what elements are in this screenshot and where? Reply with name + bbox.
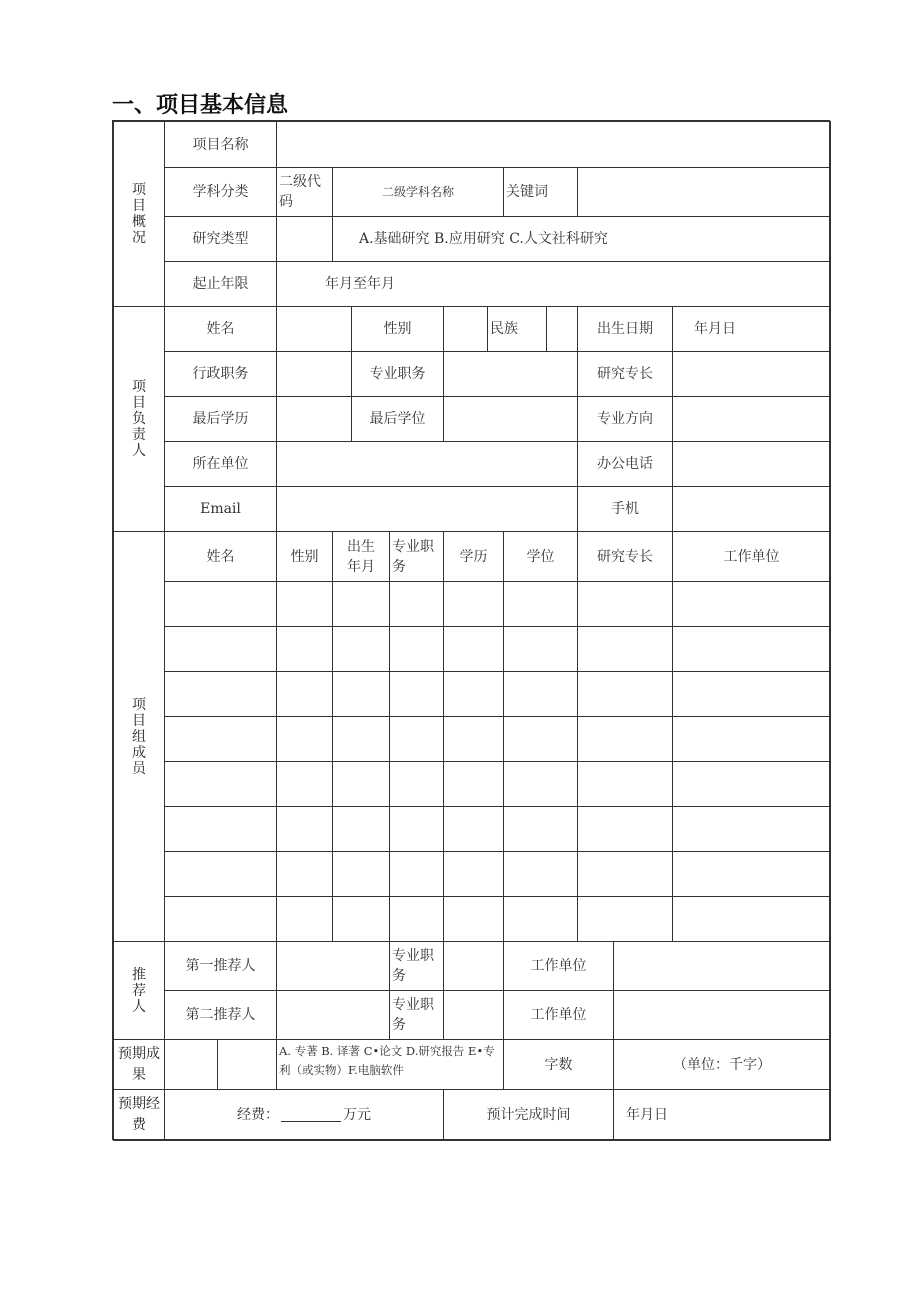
- member-cell[interactable]: [389, 671, 444, 717]
- member-cell[interactable]: [672, 716, 831, 762]
- member-cell[interactable]: [443, 851, 504, 897]
- first-referee-post-field[interactable]: [443, 941, 504, 991]
- member-cell[interactable]: [276, 851, 333, 897]
- members-group: [113, 531, 165, 942]
- member-cell[interactable]: [503, 716, 578, 762]
- period-label: 起止年限: [164, 261, 277, 307]
- prof-post-label: 专业职务: [351, 351, 444, 397]
- funding-label-cell: [113, 1089, 165, 1141]
- leader-gender-label: 性别: [351, 306, 444, 352]
- member-header-specialty: 研究专长: [577, 531, 673, 582]
- member-cell[interactable]: [276, 581, 333, 627]
- member-cell[interactable]: [577, 761, 673, 807]
- direction-label: 专业方向: [577, 396, 673, 442]
- member-cell[interactable]: [672, 671, 831, 717]
- period-value[interactable]: 年月至年月: [276, 261, 831, 307]
- funds-unit: 万元: [343, 1107, 371, 1123]
- member-cell[interactable]: [577, 806, 673, 852]
- birth-value[interactable]: 年月日: [672, 306, 831, 352]
- unit-field[interactable]: [276, 441, 578, 487]
- member-cell[interactable]: [672, 896, 831, 942]
- member-cell[interactable]: [332, 806, 390, 852]
- completion-label: 预计完成时间: [443, 1089, 614, 1141]
- funding-label: 预期经费: [118, 1096, 160, 1133]
- project-info-form: [112, 120, 830, 1140]
- member-cell[interactable]: [672, 806, 831, 852]
- second-referee-unit-label: 工作单位: [503, 990, 614, 1040]
- member-header-gender: 性别: [276, 531, 333, 582]
- admin-post-field[interactable]: [276, 351, 352, 397]
- member-cell[interactable]: [332, 626, 390, 672]
- mobile-field[interactable]: [672, 486, 831, 532]
- specialty-field[interactable]: [672, 351, 831, 397]
- member-cell[interactable]: [577, 626, 673, 672]
- member-cell[interactable]: [164, 896, 277, 942]
- first-referee-post-label: 专业职务: [389, 941, 444, 991]
- member-cell[interactable]: [503, 806, 578, 852]
- member-cell[interactable]: [389, 626, 444, 672]
- second-referee-label: 第二推荐人: [164, 990, 277, 1040]
- member-cell[interactable]: [164, 581, 277, 627]
- member-cell[interactable]: [577, 851, 673, 897]
- member-cell[interactable]: [503, 671, 578, 717]
- keywords-field[interactable]: [577, 167, 831, 217]
- member-header-birth: 出生年月: [332, 531, 390, 582]
- prof-post-field[interactable]: [443, 351, 578, 397]
- outcome-field-a[interactable]: [164, 1039, 218, 1090]
- second-referee-post-label: 专业职务: [389, 990, 444, 1040]
- leader-name-label: 姓名: [164, 306, 277, 352]
- admin-post-label: 行政职务: [164, 351, 277, 397]
- education-field[interactable]: [276, 396, 352, 442]
- member-cell[interactable]: [503, 581, 578, 627]
- first-referee-field[interactable]: [276, 941, 390, 991]
- member-cell[interactable]: [672, 626, 831, 672]
- project-name-label: 项目名称: [164, 121, 277, 168]
- member-cell[interactable]: [443, 581, 504, 627]
- member-cell[interactable]: [389, 761, 444, 807]
- member-cell[interactable]: [389, 896, 444, 942]
- email-label: Email: [164, 486, 277, 532]
- members-group-label: 项目组成员: [132, 696, 146, 777]
- member-cell[interactable]: [503, 851, 578, 897]
- research-type-field[interactable]: [276, 216, 333, 262]
- member-cell[interactable]: [164, 761, 277, 807]
- research-type-options: A.基础研究 B.应用研究 C.人文社科研究: [332, 216, 831, 262]
- degree-field[interactable]: [443, 396, 578, 442]
- member-cell[interactable]: [443, 626, 504, 672]
- office-phone-label: 办公电话: [577, 441, 673, 487]
- level2-name-label: 二级学科名称: [332, 167, 504, 217]
- member-cell[interactable]: [276, 716, 333, 762]
- member-cell[interactable]: [577, 581, 673, 627]
- degree-label: 最后学位: [351, 396, 444, 442]
- member-header-name: 姓名: [164, 531, 277, 582]
- first-referee-unit-field[interactable]: [613, 941, 831, 991]
- member-cell[interactable]: [389, 806, 444, 852]
- referees-group-label: 推荐人: [132, 966, 146, 1015]
- level2-code-label: 二级代码: [276, 167, 333, 217]
- word-count-unit: （单位：千字）: [613, 1039, 831, 1090]
- overview-group: [113, 121, 165, 307]
- member-cell[interactable]: [672, 581, 831, 627]
- member-cell[interactable]: [443, 806, 504, 852]
- member-cell[interactable]: [443, 896, 504, 942]
- research-type-label: 研究类型: [164, 216, 277, 262]
- unit-label: 所在单位: [164, 441, 277, 487]
- second-referee-field[interactable]: [276, 990, 390, 1040]
- member-cell[interactable]: [389, 851, 444, 897]
- first-referee-label: 第一推荐人: [164, 941, 277, 991]
- referees-group: [113, 941, 165, 1040]
- member-cell[interactable]: [389, 716, 444, 762]
- ethnicity-label: 民族: [487, 306, 547, 352]
- education-label: 最后学历: [164, 396, 277, 442]
- member-cell[interactable]: [164, 806, 277, 852]
- leader-group: [113, 306, 165, 532]
- outcome-label: 预期成果: [118, 1045, 160, 1083]
- member-cell[interactable]: [503, 896, 578, 942]
- member-cell[interactable]: [332, 896, 390, 942]
- member-cell[interactable]: [389, 581, 444, 627]
- member-header-unit: 工作单位: [672, 531, 831, 582]
- discipline-label: 学科分类: [164, 167, 277, 217]
- ethnicity-field[interactable]: [546, 306, 578, 352]
- funds-blank[interactable]: [281, 1109, 341, 1122]
- member-cell[interactable]: [276, 626, 333, 672]
- leader-name-field[interactable]: [276, 306, 352, 352]
- member-cell[interactable]: [577, 716, 673, 762]
- outcome-label-cell: [113, 1039, 165, 1090]
- member-cell[interactable]: [577, 671, 673, 717]
- member-cell[interactable]: [672, 851, 831, 897]
- outcome-field-b[interactable]: [217, 1039, 277, 1090]
- member-cell[interactable]: [443, 716, 504, 762]
- member-cell[interactable]: [276, 806, 333, 852]
- mobile-label: 手机: [577, 486, 673, 532]
- member-cell[interactable]: [276, 896, 333, 942]
- member-header-degree: 学位: [503, 531, 578, 582]
- birth-label: 出生日期: [577, 306, 673, 352]
- member-cell[interactable]: [276, 761, 333, 807]
- member-cell[interactable]: [332, 671, 390, 717]
- member-cell[interactable]: [503, 626, 578, 672]
- member-cell[interactable]: [332, 851, 390, 897]
- member-header-education: 学历: [443, 531, 504, 582]
- project-name-field[interactable]: [276, 121, 831, 168]
- member-cell[interactable]: [332, 716, 390, 762]
- email-field[interactable]: [276, 486, 578, 532]
- office-phone-field[interactable]: [672, 441, 831, 487]
- first-referee-unit-label: 工作单位: [503, 941, 614, 991]
- funds-label: 经费：: [237, 1107, 279, 1123]
- member-cell[interactable]: [443, 671, 504, 717]
- member-cell[interactable]: [332, 761, 390, 807]
- member-cell[interactable]: [164, 851, 277, 897]
- word-count-label: 字数: [503, 1039, 614, 1090]
- completion-value[interactable]: 年月日: [613, 1089, 831, 1141]
- overview-group-label: 项目概况: [132, 182, 146, 246]
- member-cell[interactable]: [164, 626, 277, 672]
- member-cell[interactable]: [164, 716, 277, 762]
- leader-gender-field[interactable]: [443, 306, 488, 352]
- member-header-post: 专业职务: [389, 531, 444, 582]
- member-cell[interactable]: [503, 761, 578, 807]
- funds-cell[interactable]: [164, 1089, 444, 1141]
- member-cell[interactable]: [443, 761, 504, 807]
- second-referee-unit-field[interactable]: [613, 990, 831, 1040]
- second-referee-post-field[interactable]: [443, 990, 504, 1040]
- member-cell[interactable]: [332, 581, 390, 627]
- member-cell[interactable]: [276, 671, 333, 717]
- specialty-label: 研究专长: [577, 351, 673, 397]
- member-cell[interactable]: [164, 671, 277, 717]
- keywords-label: 关键词: [503, 167, 578, 217]
- member-cell[interactable]: [577, 896, 673, 942]
- leader-group-label: 项目负责人: [132, 379, 146, 459]
- direction-field[interactable]: [672, 396, 831, 442]
- member-cell[interactable]: [672, 761, 831, 807]
- outcome-options: A. 专著 B. 译著 C•论文 D.研究报告 E•专利（或实物）F.电脑软件: [276, 1039, 504, 1090]
- section-title: 一、项目基本信息: [112, 93, 289, 118]
